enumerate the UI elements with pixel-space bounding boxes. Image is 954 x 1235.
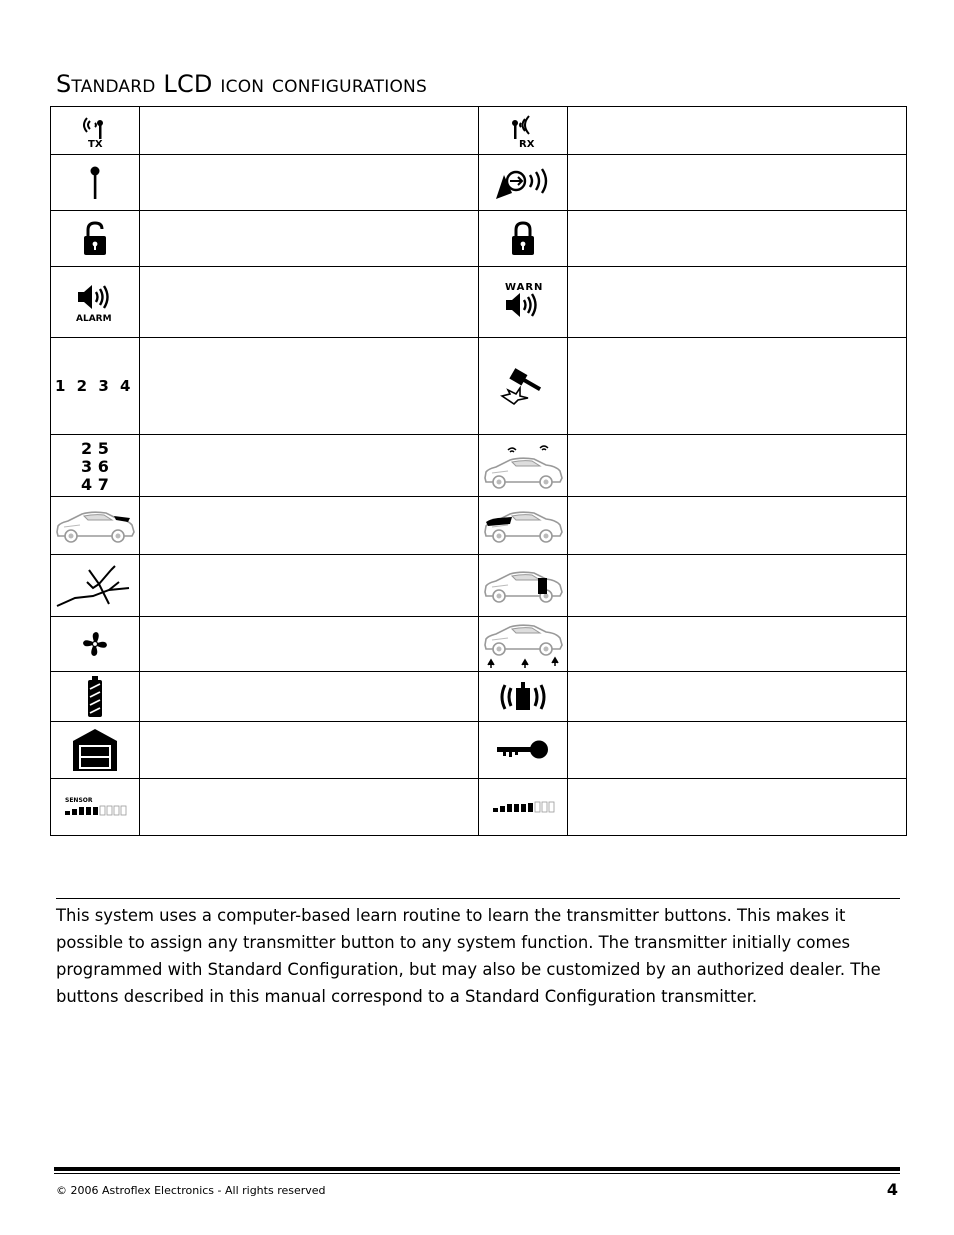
table-row (51, 555, 907, 617)
description-cell (140, 555, 479, 617)
icon-cell (51, 497, 140, 555)
icon-cell (479, 107, 568, 155)
icon-cell (51, 435, 140, 497)
padlock-icon (508, 219, 538, 259)
table-row (51, 155, 907, 211)
alarm-label: ALARM (76, 314, 112, 324)
description-cell (568, 555, 907, 617)
description-cell (140, 267, 479, 338)
rx-label: RX (519, 138, 535, 150)
copyright-notice: © 2006 Astroflex Electronics - All rights reserved (56, 1184, 326, 1197)
page-title: Standard LCD icon configurations (56, 70, 427, 98)
icon-cell (51, 338, 140, 435)
icon-table (50, 106, 907, 836)
svg-text:3 6: 3 6 (81, 456, 109, 476)
description-cell (568, 338, 907, 435)
car-tilt-icon (482, 619, 564, 669)
icon-cell (479, 155, 568, 211)
description-cell (568, 497, 907, 555)
car-hood-icon (482, 504, 564, 548)
icon-cell (51, 267, 140, 338)
icon-cell (479, 555, 568, 617)
table-row (51, 779, 907, 836)
description-cell (140, 722, 479, 779)
footer-divider-thin (54, 1173, 900, 1174)
sensor-label: SENSOR (65, 797, 93, 804)
description-cell (568, 267, 907, 338)
tx-transmit-antenna-icon (75, 111, 115, 151)
battery-icon (85, 675, 105, 719)
tx-label: TX (88, 138, 103, 150)
icon-cell (479, 722, 568, 779)
warn-label: WARN (505, 282, 544, 293)
description-cell (140, 338, 479, 435)
description-cell (568, 617, 907, 672)
icon-cell (479, 338, 568, 435)
shock-hammer-icon (498, 366, 548, 406)
description-cell (568, 672, 907, 722)
icon-cell (51, 107, 140, 155)
description-cell (140, 779, 479, 836)
description-cell (140, 435, 479, 497)
remote-start-range-icon (492, 163, 554, 203)
description-cell (140, 155, 479, 211)
icon-cell (479, 672, 568, 722)
description-cell (568, 211, 907, 267)
channel-numbers-icon (53, 374, 137, 398)
description-cell (568, 722, 907, 779)
table-row (51, 617, 907, 672)
table-row (51, 211, 907, 267)
icon-cell (51, 617, 140, 672)
signal-level-icon (491, 799, 555, 815)
description-cell (140, 497, 479, 555)
icon-cell (479, 211, 568, 267)
icon-cell (51, 722, 140, 779)
channel-numbers-label: 1 2 3 4 (55, 377, 131, 395)
glass-break-icon (53, 562, 137, 610)
table-row (51, 672, 907, 722)
description-cell (568, 435, 907, 497)
table-row (51, 435, 907, 497)
icon-cell (479, 779, 568, 836)
alarm-speaker-icon (70, 280, 120, 324)
icon-cell (51, 555, 140, 617)
description-cell (140, 211, 479, 267)
description-cell (140, 672, 479, 722)
icon-cell (51, 211, 140, 267)
fan-icon (80, 629, 110, 659)
footer-divider (54, 1167, 900, 1171)
table-row (51, 107, 907, 155)
car-trunk-icon (54, 504, 136, 548)
description-cell (568, 155, 907, 211)
svg-text:4 7: 4 7 (81, 474, 109, 493)
table-row (51, 722, 907, 779)
description-cell (568, 107, 907, 155)
unlocked-padlock-icon (80, 219, 110, 259)
page-number: 4 (886, 1180, 898, 1199)
section-divider (56, 898, 900, 899)
vibration-icon (495, 677, 551, 717)
rx-receive-antenna-icon (503, 111, 543, 151)
description-cell (568, 779, 907, 836)
icon-cell (479, 497, 568, 555)
icon-cell (51, 672, 140, 722)
icon-cell (51, 779, 140, 836)
car-door-icon (482, 564, 564, 608)
car-remote-signal-icon (482, 440, 564, 492)
learn-routine-paragraph: This system uses a computer-based learn routine to learn the transmitter buttons. This makes it possible to assign any transmitter button to any system function. The transmitter initially comes programmed with Standard Configuration, but may also be customized by an authorized dealer. The buttons described in this manual correspond to a Standard Configuration transmitter. (56, 906, 881, 1006)
table-row (51, 267, 907, 338)
garage-icon (71, 727, 119, 773)
icon-cell (51, 155, 140, 211)
key-icon (495, 738, 551, 762)
channel-grid-icon (75, 439, 115, 493)
description-cell (140, 617, 479, 672)
icon-cell (479, 617, 568, 672)
svg-text:2 5: 2 5 (81, 438, 109, 458)
description-cell (140, 107, 479, 155)
warn-speaker-icon (498, 280, 548, 324)
icon-cell (479, 435, 568, 497)
table-row (51, 338, 907, 435)
table-row (51, 497, 907, 555)
antenna-icon (85, 163, 105, 203)
sensor-level-icon (63, 795, 127, 819)
icon-cell (479, 267, 568, 338)
